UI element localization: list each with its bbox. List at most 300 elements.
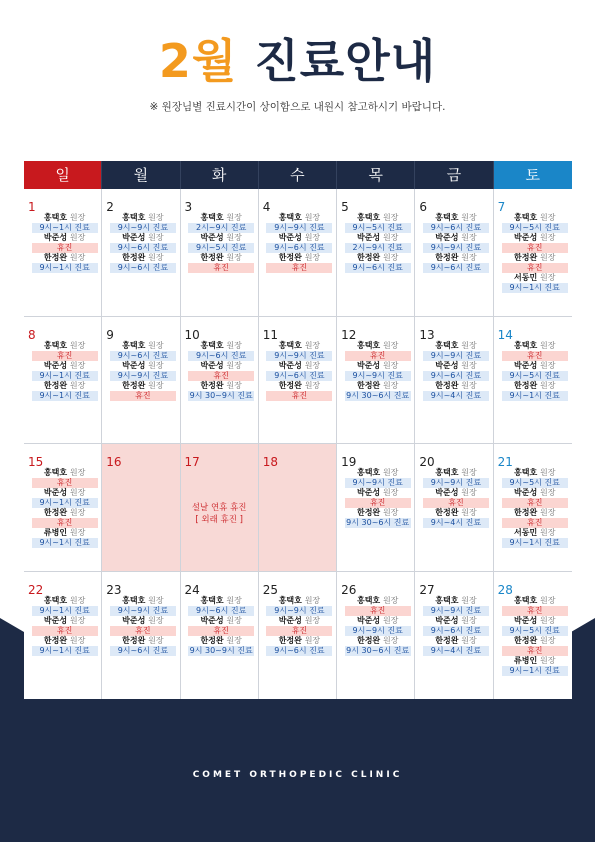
doctor-name bbox=[30, 233, 99, 243]
doctor-role: 원장 bbox=[304, 635, 321, 645]
doctor-name bbox=[421, 596, 490, 606]
doctor-schedule-list bbox=[185, 596, 256, 656]
doctor-name-text: 박준성 bbox=[43, 488, 68, 497]
day-off-badge: 휴진 bbox=[188, 371, 254, 381]
doctor-name bbox=[421, 636, 490, 646]
doctor-name-text: 홍택호 bbox=[122, 340, 146, 350]
doctor-name-text: 박준성 bbox=[435, 488, 459, 497]
day-number: 26 bbox=[341, 582, 357, 597]
doctor-name-text: 한정완 bbox=[435, 508, 459, 517]
doctor-name-text: 홍택호 bbox=[200, 213, 224, 222]
weekday-mon: 월 bbox=[102, 161, 180, 189]
day-cell bbox=[181, 317, 259, 444]
day-off-badge: 휴진 bbox=[32, 351, 98, 361]
day-off-badge: 휴진 bbox=[110, 391, 176, 401]
hours-badge: 9시~1시 진료 bbox=[32, 498, 98, 508]
doctor-schedule-list bbox=[419, 341, 490, 401]
doctor-role: 원장 bbox=[539, 468, 556, 477]
hours-badge: 9시~9시 진료 bbox=[423, 351, 489, 361]
doctor-name bbox=[421, 468, 490, 478]
doctor-role: 원장 bbox=[539, 615, 556, 625]
doctor-name bbox=[500, 213, 570, 223]
doctor-name-text: 박준성 bbox=[43, 615, 68, 625]
hours-badge: 9시~6시 진료 bbox=[266, 243, 332, 253]
day-number: 19 bbox=[341, 455, 357, 469]
doctor-name-text: 한정완 bbox=[356, 253, 381, 262]
doctor-name bbox=[30, 616, 99, 626]
day-off-badge: 휴진 bbox=[502, 646, 568, 656]
day-cell bbox=[337, 189, 415, 316]
doctor-name bbox=[421, 361, 490, 371]
doctor-name bbox=[265, 596, 334, 606]
doctor-role: 원장 bbox=[69, 528, 86, 537]
day-off-badge: 휴진 bbox=[502, 606, 568, 616]
doctor-name bbox=[265, 341, 334, 351]
doctor-name-text: 한정완 bbox=[122, 635, 146, 645]
hours-badge: 9시~4시 진료 bbox=[423, 646, 489, 656]
doctor-name bbox=[30, 341, 99, 351]
doctor-name-text: 박준성 bbox=[122, 360, 146, 370]
day-number: 24 bbox=[184, 582, 200, 597]
hours-badge: 9시~5시 진료 bbox=[502, 223, 568, 233]
doctor-name-text: 한정완 bbox=[514, 635, 538, 645]
doctor-name bbox=[30, 508, 99, 518]
hours-badge: 9시~6시 진료 bbox=[423, 371, 489, 381]
doctor-name bbox=[187, 253, 256, 263]
calendar-weeks bbox=[24, 189, 572, 699]
doctor-name bbox=[30, 468, 99, 478]
hours-badge: 9시 30~6시 진료 bbox=[346, 645, 410, 655]
doctor-name bbox=[500, 233, 570, 243]
doctor-name-text: 박준성 bbox=[356, 615, 381, 625]
doctor-role: 원장 bbox=[539, 635, 556, 645]
doctor-role: 원장 bbox=[226, 595, 242, 605]
doctor-schedule-list bbox=[419, 213, 490, 273]
day-number: 20 bbox=[419, 455, 435, 469]
doctor-name bbox=[421, 341, 490, 351]
doctor-name-text: 류병인 bbox=[514, 655, 538, 665]
hours-badge: 9시~6시 진료 bbox=[110, 263, 176, 273]
doctor-name bbox=[30, 596, 99, 606]
hours-badge: 9시~9시 진료 bbox=[345, 371, 411, 381]
doctor-name bbox=[500, 468, 570, 478]
header bbox=[0, 30, 595, 114]
doctor-role: 원장 bbox=[69, 360, 86, 370]
doctor-role: 원장 bbox=[461, 213, 477, 222]
doctor-name bbox=[421, 213, 490, 223]
day-cell bbox=[259, 572, 337, 700]
doctor-name-text: 홍택호 bbox=[43, 340, 68, 350]
doctor-role: 원장 bbox=[539, 253, 556, 262]
doctor-role: 원장 bbox=[461, 635, 477, 645]
doctor-name-text: 홍택호 bbox=[122, 595, 146, 605]
doctor-role: 원장 bbox=[539, 340, 556, 350]
doctor-name-text: 홍택호 bbox=[356, 340, 381, 350]
doctor-role: 원장 bbox=[148, 635, 164, 645]
doctor-name-text: 박준성 bbox=[514, 488, 538, 497]
day-off-badge: 휴진 bbox=[266, 263, 332, 273]
doctor-role: 원장 bbox=[539, 213, 556, 222]
day-number: 7 bbox=[497, 200, 506, 214]
doctor-schedule-list bbox=[341, 213, 412, 273]
doctor-name bbox=[265, 636, 334, 646]
doctor-role: 원장 bbox=[382, 615, 399, 625]
doctor-name-text: 한정완 bbox=[356, 635, 381, 645]
doctor-name bbox=[343, 361, 412, 371]
doctor-name bbox=[187, 636, 256, 646]
doctor-role: 원장 bbox=[382, 213, 399, 222]
doctor-schedule-list bbox=[28, 213, 99, 273]
doctor-name-text: 박준성 bbox=[200, 615, 224, 625]
hours-badge: 9시~6시 진료 bbox=[423, 223, 489, 233]
doctor-name bbox=[500, 636, 570, 646]
doctor-role: 원장 bbox=[69, 635, 86, 645]
doctor-name-text: 한정완 bbox=[278, 253, 302, 262]
hours-badge: 9시~9시 진료 bbox=[423, 243, 489, 253]
hours-badge: 9시~1시 진료 bbox=[32, 538, 98, 548]
calendar-week bbox=[24, 317, 572, 445]
doctor-name-text: 한정완 bbox=[356, 508, 381, 517]
day-off-badge: 휴진 bbox=[110, 626, 176, 636]
hours-badge: 9시~9시 진료 bbox=[266, 223, 332, 233]
doctor-name-text: 홍택호 bbox=[435, 340, 459, 350]
doctor-name-text: 홍택호 bbox=[43, 468, 68, 477]
hours-badge: 9시~6시 진료 bbox=[266, 646, 332, 656]
doctor-name-text: 박준성 bbox=[514, 233, 538, 242]
doctor-schedule-list bbox=[341, 341, 412, 401]
doctor-name bbox=[500, 488, 570, 498]
hours-badge: 9시~4시 진료 bbox=[423, 391, 489, 401]
day-number: 28 bbox=[497, 582, 513, 597]
hours-badge: 9시~1시 진료 bbox=[32, 263, 98, 273]
doctor-name-text: 박준성 bbox=[278, 233, 302, 242]
doctor-role: 원장 bbox=[148, 380, 164, 390]
doctor-name bbox=[500, 381, 570, 391]
doctor-role: 원장 bbox=[382, 340, 399, 350]
day-cell bbox=[24, 572, 102, 700]
doctor-schedule-list bbox=[106, 213, 177, 273]
doctor-name bbox=[500, 273, 570, 283]
holiday-note-line: 설날 연휴 휴진 bbox=[191, 503, 247, 513]
doctor-name bbox=[343, 596, 412, 606]
day-off-badge: 휴진 bbox=[502, 498, 568, 508]
doctor-name bbox=[187, 361, 256, 371]
doctor-name-text: 박준성 bbox=[122, 615, 146, 625]
doctor-role: 원장 bbox=[539, 595, 556, 605]
hours-badge: 9시 30~6시 진료 bbox=[346, 518, 410, 527]
day-cell bbox=[494, 317, 572, 444]
day-cell bbox=[102, 444, 180, 571]
doctor-name-text: 홍택호 bbox=[514, 468, 538, 477]
holiday-note-line: [ 외래 휴진 ] bbox=[195, 515, 243, 525]
day-number: 12 bbox=[341, 327, 357, 342]
doctor-name-text: 박준성 bbox=[200, 360, 224, 370]
hours-badge: 9시~1시 진료 bbox=[502, 538, 568, 548]
doctor-name bbox=[108, 616, 177, 626]
doctor-name bbox=[265, 253, 334, 263]
doctor-role: 원장 bbox=[226, 635, 242, 645]
hours-badge: 9시~6시 진료 bbox=[110, 646, 176, 656]
doctor-role: 원장 bbox=[461, 360, 477, 370]
doctor-name-text: 한정완 bbox=[43, 508, 68, 517]
hours-badge: 9시~9시 진료 bbox=[423, 606, 489, 616]
doctor-role: 원장 bbox=[226, 360, 242, 370]
weekday-sat: 토 bbox=[494, 161, 572, 189]
doctor-name-text: 홍택호 bbox=[278, 340, 302, 350]
day-cell bbox=[415, 444, 493, 571]
doctor-name bbox=[421, 616, 490, 626]
day-cell bbox=[102, 317, 180, 444]
day-number: 1 bbox=[28, 200, 36, 214]
day-number: 25 bbox=[262, 582, 279, 597]
day-number: 16 bbox=[106, 455, 122, 469]
doctor-name-text: 홍택호 bbox=[435, 595, 459, 605]
doctor-role: 원장 bbox=[539, 508, 556, 517]
doctor-role: 원장 bbox=[69, 380, 86, 390]
doctor-role: 원장 bbox=[382, 360, 399, 370]
weekday-tue: 화 bbox=[181, 161, 259, 189]
hours-badge: 9시~6시 진료 bbox=[345, 263, 411, 273]
doctor-name-text: 홍택호 bbox=[514, 595, 538, 605]
doctor-name bbox=[108, 361, 177, 371]
hours-badge: 9시~1시 진료 bbox=[502, 666, 568, 676]
doctor-role: 원장 bbox=[69, 340, 86, 350]
day-cell bbox=[415, 572, 493, 700]
hours-badge: 9시~9시 진료 bbox=[423, 478, 489, 488]
doctor-role: 원장 bbox=[382, 468, 399, 477]
day-number: 18 bbox=[262, 455, 279, 469]
doctor-role: 원장 bbox=[304, 380, 321, 390]
doctor-name-text: 홍택호 bbox=[356, 213, 381, 222]
doctor-role: 원장 bbox=[226, 253, 242, 262]
hours-badge: 9시~9시 진료 bbox=[345, 478, 411, 488]
doctor-name bbox=[343, 508, 412, 518]
doctor-name-text: 박준성 bbox=[356, 488, 381, 497]
doctor-role: 원장 bbox=[69, 253, 86, 262]
doctor-name bbox=[500, 656, 570, 666]
hours-badge: 9시~5시 진료 bbox=[502, 478, 568, 488]
day-cell bbox=[102, 189, 180, 316]
doctor-name-text: 한정완 bbox=[435, 253, 459, 262]
doctor-name-text: 한정완 bbox=[514, 380, 538, 390]
day-off-badge: 휴진 bbox=[188, 263, 254, 273]
hours-badge: 9시~6시 진료 bbox=[423, 626, 489, 636]
doctor-name bbox=[343, 468, 412, 478]
hours-badge: 9시~9시 진료 bbox=[345, 626, 411, 636]
calendar-week bbox=[24, 444, 572, 572]
day-number: 23 bbox=[106, 582, 122, 597]
doctor-name bbox=[343, 381, 412, 391]
doctor-role: 원장 bbox=[382, 488, 399, 497]
doctor-name-text: 한정완 bbox=[200, 380, 224, 390]
doctor-role: 원장 bbox=[382, 635, 399, 645]
day-cell bbox=[259, 444, 337, 571]
doctor-role: 원장 bbox=[69, 508, 86, 517]
hours-badge: 9시 30~9시 진료 bbox=[189, 645, 253, 655]
doctor-name-text: 박준성 bbox=[435, 233, 459, 242]
doctor-role: 원장 bbox=[539, 380, 556, 390]
doctor-name bbox=[421, 508, 490, 518]
doctor-name-text: 홍택호 bbox=[43, 595, 68, 605]
doctor-name-text: 박준성 bbox=[356, 233, 381, 242]
day-cell bbox=[259, 189, 337, 316]
weekday-sun: 일 bbox=[24, 161, 102, 189]
doctor-name-text: 박준성 bbox=[435, 360, 459, 370]
hours-badge: 9시~6시 진료 bbox=[110, 351, 176, 361]
doctor-role: 원장 bbox=[69, 233, 86, 242]
day-off-badge: 휴진 bbox=[345, 498, 411, 508]
hours-badge: 9시~6시 진료 bbox=[110, 243, 176, 253]
doctor-name bbox=[108, 253, 177, 263]
doctor-name-text: 한정완 bbox=[278, 380, 302, 390]
doctor-schedule-list bbox=[419, 596, 490, 656]
hours-badge: 9시 30~6시 진료 bbox=[346, 390, 410, 400]
doctor-schedule-list bbox=[185, 213, 256, 273]
day-number: 17 bbox=[184, 455, 200, 469]
doctor-name bbox=[30, 361, 99, 371]
doctor-role: 원장 bbox=[539, 273, 556, 282]
day-cell bbox=[102, 572, 180, 700]
doctor-name bbox=[265, 361, 334, 371]
doctor-role: 원장 bbox=[539, 488, 556, 497]
doctor-name-text: 한정완 bbox=[43, 635, 68, 645]
hours-badge: 9시 30~9시 진료 bbox=[189, 390, 253, 400]
day-number: 10 bbox=[184, 327, 200, 342]
doctor-name-text: 박준성 bbox=[278, 615, 302, 625]
day-off-badge: 휴진 bbox=[32, 626, 98, 636]
doctor-name bbox=[265, 616, 334, 626]
day-cell bbox=[181, 189, 259, 316]
day-cell bbox=[337, 572, 415, 700]
day-cell bbox=[24, 189, 102, 316]
doctor-name-text: 박준성 bbox=[43, 360, 68, 370]
hours-badge: 9시~1시 진료 bbox=[502, 283, 568, 293]
weekday-header bbox=[24, 161, 572, 189]
hours-badge: 9시~1시 진료 bbox=[32, 606, 98, 616]
doctor-name-text: 홍택호 bbox=[278, 213, 302, 222]
doctor-schedule-list bbox=[106, 596, 177, 656]
doctor-name bbox=[187, 596, 256, 606]
doctor-name bbox=[421, 233, 490, 243]
day-cell bbox=[494, 572, 572, 700]
hours-badge: 2시~9시 진료 bbox=[188, 223, 254, 233]
calendar bbox=[24, 161, 572, 699]
doctor-role: 원장 bbox=[226, 615, 242, 625]
doctor-name-text: 한정완 bbox=[356, 380, 381, 390]
day-off-badge: 휴진 bbox=[266, 391, 332, 401]
doctor-schedule-list bbox=[498, 341, 570, 401]
doctor-name-text: 홍택호 bbox=[514, 213, 538, 222]
doctor-schedule-list bbox=[341, 468, 412, 528]
doctor-name-text: 홍택호 bbox=[278, 595, 302, 605]
doctor-name-text: 한정완 bbox=[43, 380, 68, 390]
day-number: 2 bbox=[106, 200, 114, 214]
hours-badge: 9시~1시 진료 bbox=[32, 371, 98, 381]
day-number: 11 bbox=[262, 327, 279, 342]
doctor-role: 원장 bbox=[461, 253, 477, 262]
doctor-name bbox=[421, 488, 490, 498]
doctor-role: 원장 bbox=[539, 233, 556, 242]
doctor-name bbox=[187, 616, 256, 626]
doctor-role: 원장 bbox=[148, 213, 164, 222]
doctor-name-text: 박준성 bbox=[122, 233, 146, 242]
hours-badge: 9시~5시 진료 bbox=[502, 371, 568, 381]
day-number: 5 bbox=[341, 200, 349, 214]
doctor-schedule-list bbox=[263, 341, 334, 401]
hours-badge: 9시~6시 진료 bbox=[423, 263, 489, 273]
doctor-role: 원장 bbox=[304, 595, 321, 605]
doctor-schedule-list bbox=[498, 213, 570, 293]
subtitle: ※ 원장님별 진료시간이 상이함으로 내원시 참고하시기 바랍니다. bbox=[149, 101, 446, 113]
doctor-schedule-list bbox=[263, 213, 334, 273]
doctor-role: 원장 bbox=[539, 360, 556, 370]
doctor-name bbox=[500, 361, 570, 371]
doctor-name bbox=[500, 616, 570, 626]
doctor-role: 원장 bbox=[148, 233, 164, 242]
doctor-role: 원장 bbox=[148, 340, 164, 350]
doctor-role: 원장 bbox=[304, 615, 321, 625]
doctor-role: 원장 bbox=[382, 595, 399, 605]
doctor-name bbox=[421, 381, 490, 391]
doctor-role: 원장 bbox=[382, 253, 399, 262]
doctor-name-text: 한정완 bbox=[200, 253, 224, 262]
doctor-role: 원장 bbox=[304, 233, 321, 242]
doctor-name bbox=[265, 381, 334, 391]
hours-badge: 9시~4시 진료 bbox=[423, 518, 489, 528]
doctor-role: 원장 bbox=[148, 360, 164, 370]
day-cell bbox=[181, 444, 259, 571]
doctor-name-text: 박준성 bbox=[43, 233, 68, 242]
doctor-role: 원장 bbox=[148, 253, 164, 262]
hours-badge: 9시~1시 진료 bbox=[502, 391, 568, 401]
hours-badge: 2시~9시 진료 bbox=[345, 243, 411, 253]
weekday-wed: 수 bbox=[259, 161, 337, 189]
doctor-role: 원장 bbox=[461, 233, 477, 242]
title-text: 진료안내 bbox=[254, 34, 437, 88]
day-cell bbox=[415, 189, 493, 316]
doctor-name-text: 한정완 bbox=[514, 253, 538, 262]
day-cell bbox=[259, 317, 337, 444]
hours-badge: 9시~6시 진료 bbox=[266, 371, 332, 381]
doctor-name bbox=[500, 596, 570, 606]
hours-badge: 9시~9시 진료 bbox=[266, 606, 332, 616]
doctor-schedule-list bbox=[263, 596, 334, 656]
doctor-name-text: 한정완 bbox=[122, 253, 146, 262]
doctor-role: 원장 bbox=[69, 468, 86, 477]
doctor-name bbox=[187, 213, 256, 223]
day-number: 13 bbox=[419, 327, 435, 342]
day-cell bbox=[494, 444, 572, 571]
doctor-schedule-list bbox=[28, 468, 99, 548]
doctor-name bbox=[187, 341, 256, 351]
doctor-name-text: 한정완 bbox=[278, 635, 302, 645]
hours-badge: 9시~6시 진료 bbox=[188, 351, 254, 361]
doctor-name bbox=[343, 233, 412, 243]
hours-badge: 9시~5시 진료 bbox=[502, 626, 568, 636]
day-cell bbox=[494, 189, 572, 316]
doctor-name bbox=[30, 636, 99, 646]
doctor-name bbox=[500, 341, 570, 351]
doctor-name-text: 박준성 bbox=[514, 360, 538, 370]
doctor-role: 원장 bbox=[461, 488, 477, 497]
doctor-name-text: 홍택호 bbox=[435, 213, 459, 222]
doctor-schedule-list bbox=[106, 341, 177, 401]
day-cell bbox=[337, 317, 415, 444]
doctor-name-text: 박준성 bbox=[514, 615, 538, 625]
day-number: 9 bbox=[106, 327, 114, 342]
doctor-name-text: 홍택호 bbox=[435, 468, 459, 477]
day-off-badge: 휴진 bbox=[32, 243, 98, 253]
